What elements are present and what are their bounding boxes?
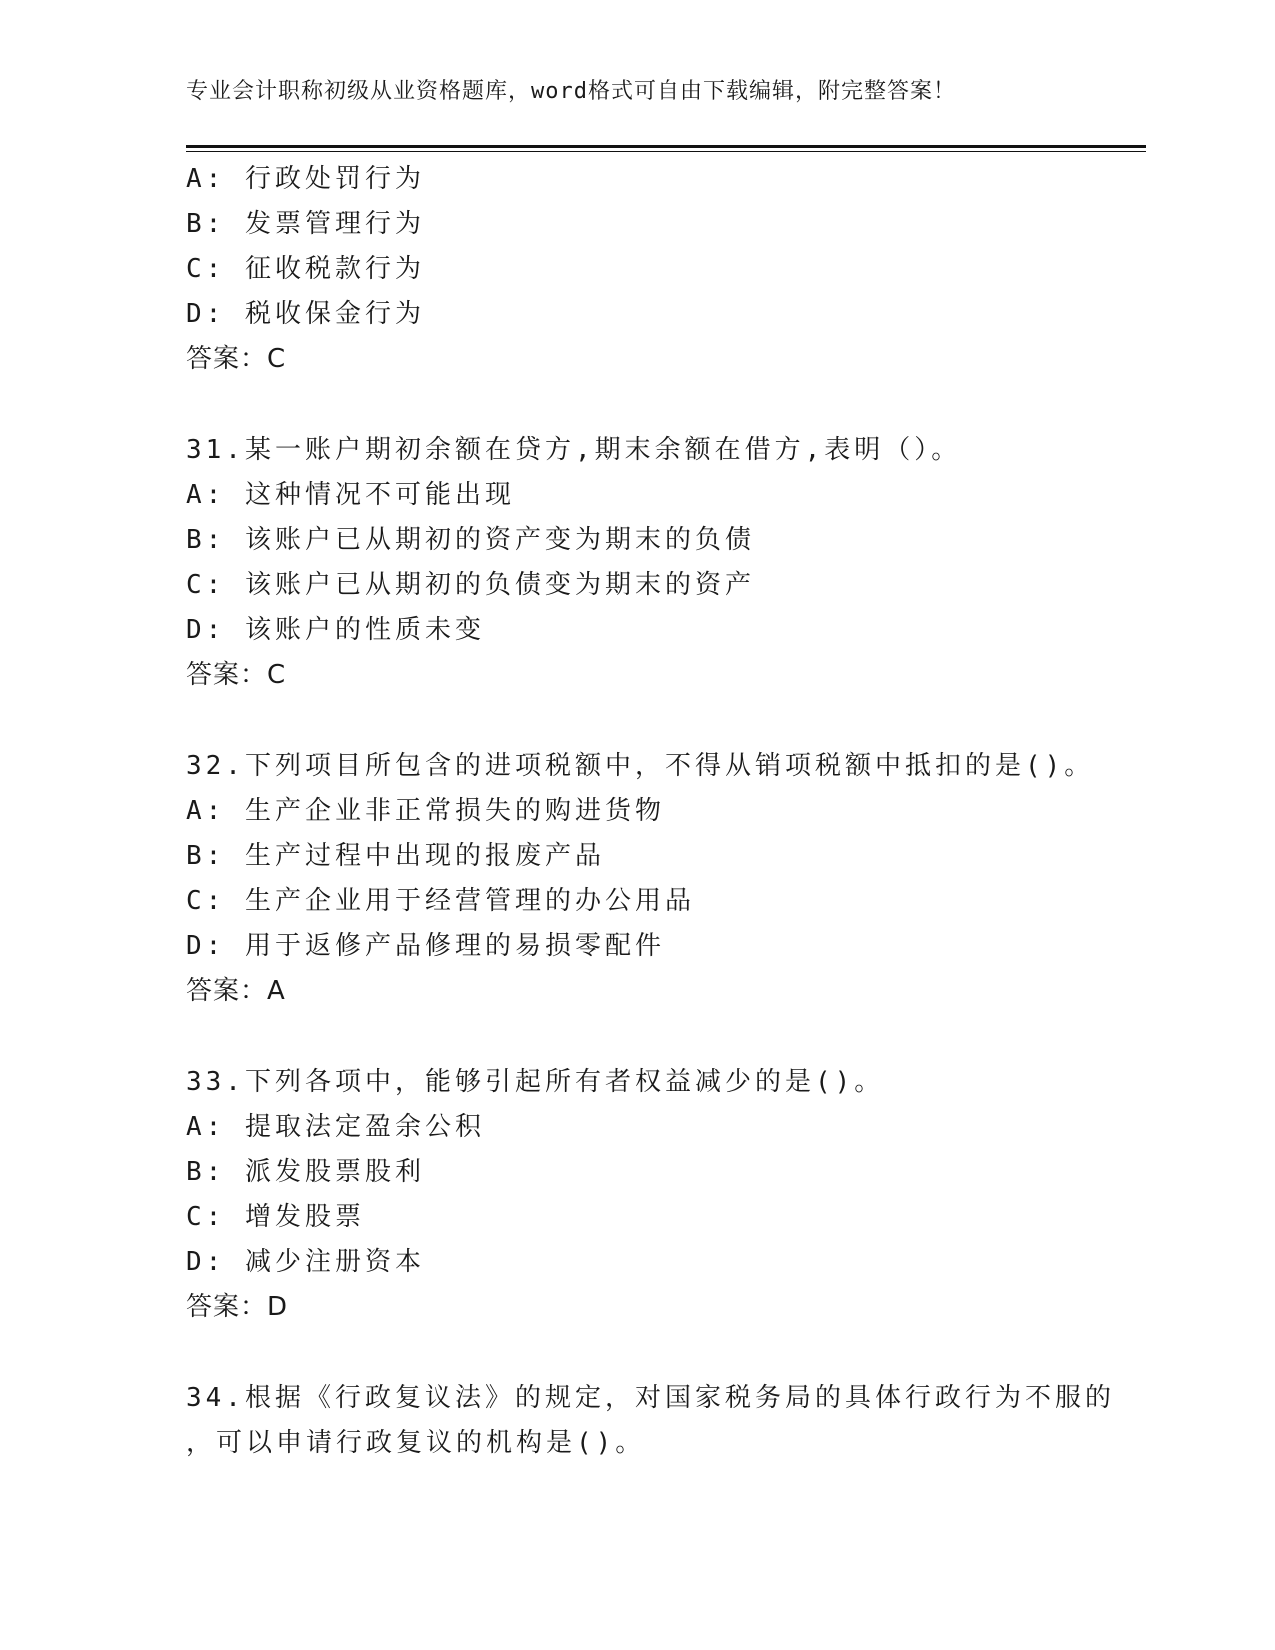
answer: 答案：C (186, 344, 287, 374)
option-a: A: 行政处罚行为 (186, 164, 425, 194)
question-stem: 31.某一账户期初余额在贷方,期末余额在借方,表明（）。 (186, 435, 962, 465)
option-b: B: 生产过程中出现的报废产品 (186, 841, 605, 871)
header-rule-thin (186, 151, 1146, 152)
question-stem: 32.下列项目所包含的进项税额中，不得从销项税额中抵扣的是()。 (186, 751, 1095, 781)
question-30-continued (186, 157, 1086, 382)
option-a: A: 提取法定盈余公积 (186, 1112, 485, 1142)
document-body (186, 157, 1115, 1512)
answer: 答案：C (186, 660, 287, 690)
option-d: D: 减少注册资本 (186, 1247, 425, 1277)
question-34 (186, 1376, 1115, 1466)
option-d: D: 税收保金行为 (186, 299, 425, 329)
option-d: D: 该账户的性质未变 (186, 615, 485, 645)
header-rule-thick (186, 145, 1146, 148)
option-b: B: 发票管理行为 (186, 209, 425, 239)
question-33 (186, 1060, 1086, 1330)
option-a: A: 生产企业非正常损失的购进货物 (186, 796, 665, 826)
option-b: B: 该账户已从期初的资产变为期末的负债 (186, 525, 755, 555)
page-header: 专业会计职称初级从业资格题库，word格式可自由下载编辑，附完整答案！ (186, 79, 956, 104)
option-d: D: 用于返修产品修理的易损零配件 (186, 931, 665, 961)
option-c: C: 征收税款行为 (186, 254, 425, 284)
question-32 (186, 744, 1095, 1014)
answer: 答案：D (186, 1292, 289, 1322)
option-c: C: 增发股票 (186, 1202, 365, 1232)
question-stem-line-1: 34.根据《行政复议法》的规定，对国家税务局的具体行政行为不服的 (186, 1383, 1115, 1413)
option-c: C: 该账户已从期初的负债变为期末的资产 (186, 570, 755, 600)
question-stem: 33.下列各项中，能够引起所有者权益减少的是()。 (186, 1067, 885, 1097)
option-a: A: 这种情况不可能出现 (186, 480, 515, 510)
question-31 (186, 428, 1086, 698)
option-c: C: 生产企业用于经营管理的办公用品 (186, 886, 695, 916)
option-b: B: 派发股票股利 (186, 1157, 425, 1187)
answer: 答案：A (186, 976, 286, 1006)
question-stem-line-2: ，可以申请行政复议的机构是()。 (186, 1428, 646, 1458)
